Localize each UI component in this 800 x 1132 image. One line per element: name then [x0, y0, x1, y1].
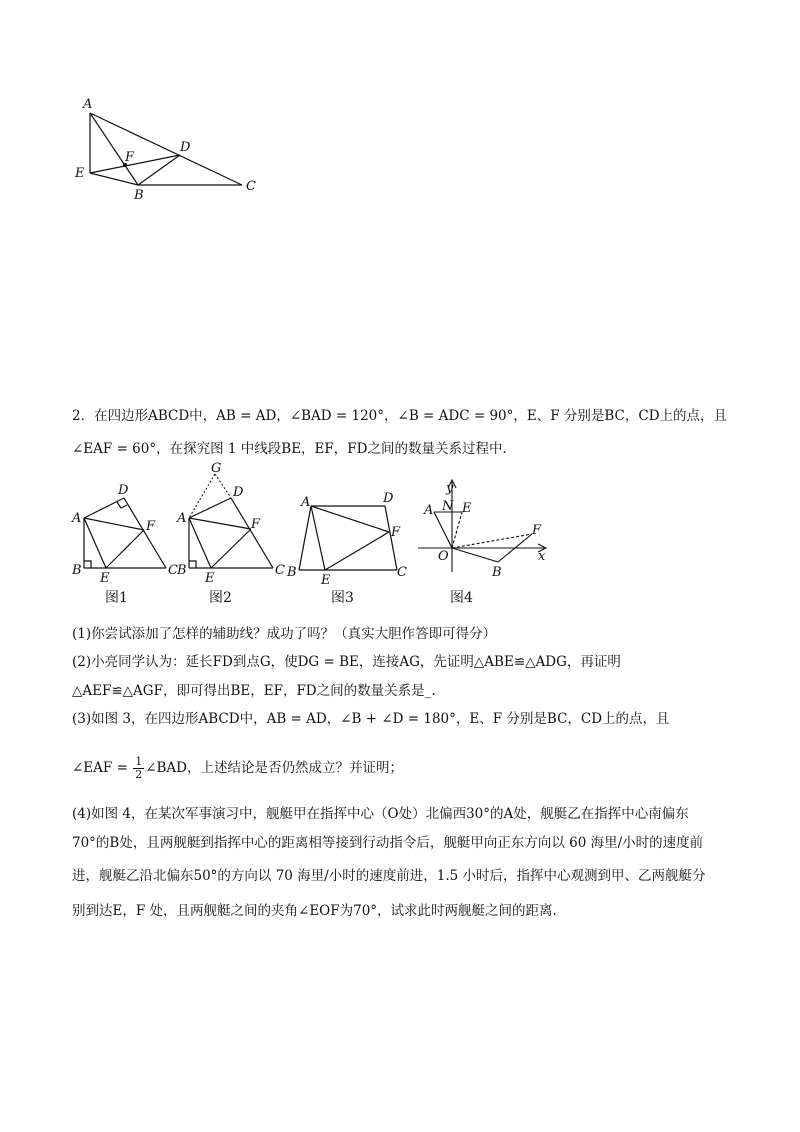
fig4-label-b: B	[492, 565, 502, 580]
fig4-label-y: y	[446, 481, 454, 496]
fig1-label-a: A	[72, 511, 82, 526]
top-figure	[70, 95, 270, 205]
question-3-line-2	[72, 756, 752, 781]
label-a: A	[83, 97, 93, 112]
problem-number: 2．	[72, 408, 95, 424]
fig1-label-d: D	[118, 483, 129, 498]
problem-line-2: ∠EAF = 60°，在探究图 1 中线段BE，EF，FD之间的数量关系过程中．	[72, 441, 516, 457]
fig4-label-n: N	[442, 499, 454, 514]
fig4-label-f: F	[532, 523, 542, 538]
question-2-line-2: △AEF≌△AGF，即可得出BE，EF，FD之间的数量关系是_.	[72, 683, 436, 699]
fig3-caption: 图3	[331, 590, 354, 606]
fig3-label-e: E	[321, 573, 331, 588]
fig2-label-g: G	[211, 462, 222, 476]
fig2-label-e: E	[205, 571, 215, 586]
problem-line-1	[72, 406, 752, 426]
fig2-label-f: F	[251, 517, 261, 532]
label-f: F	[125, 150, 135, 165]
q3-angle-eaf: ∠EAF =	[72, 760, 128, 776]
q3-rest: ∠BAD，上述结论是否仍然成立？并证明；	[145, 760, 403, 776]
fraction-denominator: 2	[135, 768, 143, 781]
label-e: E	[75, 166, 85, 181]
fig3-label-b: B	[287, 565, 297, 580]
fig4-label-a: A	[424, 503, 434, 518]
question-4-line-3: 进，舰艇乙沿北偏东50°的方向以 70 海里/小时的速度前进，1.5 小时后，指挥中心观测到甲、乙两舰艇分	[72, 868, 706, 884]
label-d: D	[180, 140, 191, 155]
fig3-label-f: F	[391, 525, 401, 540]
fig2-label-d: D	[233, 485, 244, 500]
fig4-label-o: O	[438, 549, 449, 564]
fig3-label-d: D	[383, 491, 394, 506]
fig1-label-c: C	[168, 563, 178, 578]
fig2-caption: 图2	[209, 590, 232, 606]
fig1-label-b: B	[72, 563, 82, 578]
question-4-line-1: (4)如图 4，在某次军事演习中，舰艇甲在指挥中心（O处）北偏西30°的A处，舰艇乙在指挥中心南偏东	[72, 806, 689, 822]
fig3-label-a: A	[301, 495, 311, 510]
fraction-one-half	[133, 756, 144, 781]
fig2-label-b: B	[177, 563, 187, 578]
fig1-label-f: F	[146, 519, 156, 534]
fraction-numerator: 1	[135, 755, 143, 768]
figure-1	[70, 470, 185, 610]
figure-2	[175, 462, 295, 610]
fig1-caption: 图1	[105, 590, 128, 606]
question-4-line-2: 70°的B处，且两舰艇到指挥中心的距离相等接到行动指令后，舰艇甲向正东方向以 60 海里/小时的速度前	[72, 835, 704, 851]
label-c: C	[246, 179, 256, 194]
fig4-label-x: x	[538, 549, 546, 564]
fig4-label-e: E	[462, 501, 472, 516]
fig2-label-c: C	[275, 563, 285, 578]
problem-stem-1: 在四边形ABCD中，AB = AD，∠BAD = 120°，∠B = ADC = 90°，E、F 分别是BC，CD上的点，且	[94, 408, 728, 424]
question-2-line-1: (2)小亮同学认为：延长FD到点G，使DG = BE，连接AG，先证明△ABE≌△ADG，再证明	[72, 654, 621, 670]
fig3-label-c: C	[397, 565, 407, 580]
figure-3	[285, 480, 410, 610]
question-3-line-1: (3)如图 3，在四边形ABCD中，AB = AD，∠B + ∠D = 180°，E、F 分别是BC，CD上的点，且	[72, 711, 670, 727]
label-b: B	[134, 188, 144, 203]
fig4-caption: 图4	[450, 590, 473, 606]
fig2-label-a: A	[177, 511, 187, 526]
figure-4	[410, 476, 560, 610]
question-4-line-4: 别到达E，F 处，且两舰艇之间的夹角∠EOF为70°，试求此时两舰艇之间的距离.	[72, 903, 557, 919]
fig1-label-e: E	[100, 571, 110, 586]
question-1: (1)你尝试添加了怎样的辅助线？成功了吗？（真实大胆作答即可得分）	[72, 626, 497, 642]
